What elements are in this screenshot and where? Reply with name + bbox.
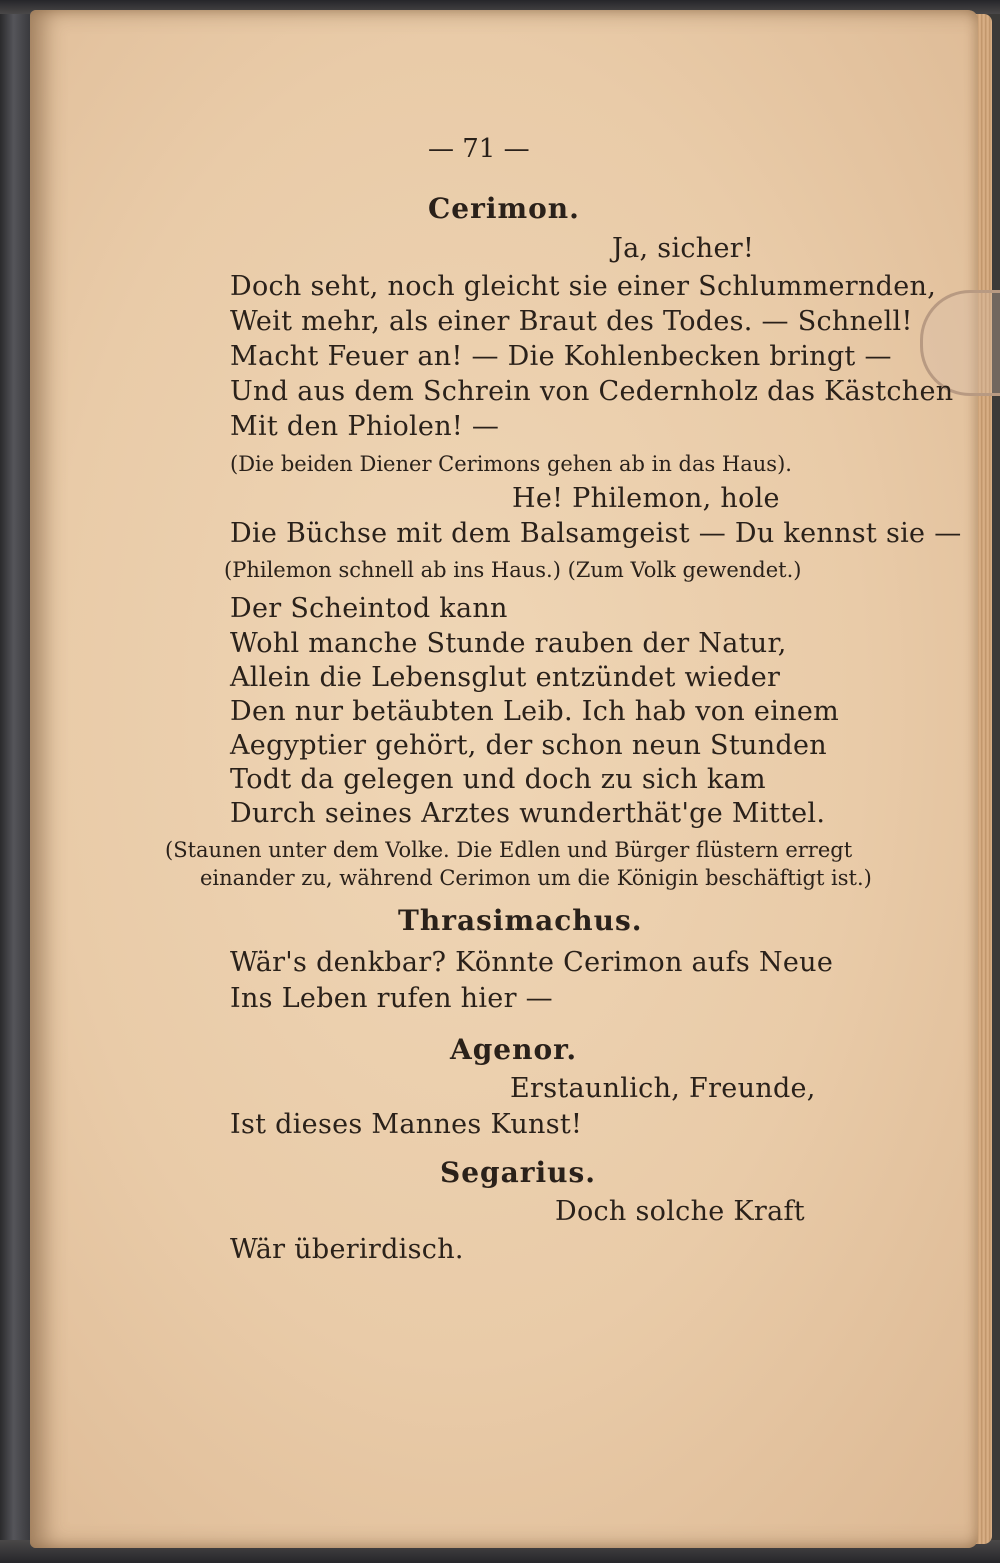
stage-direction: (Staunen unter dem Volke. Die Edlen und Bürger flüstern erregt	[165, 838, 853, 862]
speaker-cerimon: Cerimon.	[428, 192, 580, 225]
verse-line: Und aus dem Schrein von Cedernholz das Kästchen	[230, 376, 954, 407]
verse-line: Mit den Phiolen! —	[230, 411, 500, 442]
verse-line: Ins Leben rufen hier —	[230, 983, 553, 1014]
verse-line: Weit mehr, als einer Braut des Todes. — Schnell!	[230, 306, 913, 337]
verse-line: Macht Feuer an! — Die Kohlenbecken bringt —	[230, 341, 892, 372]
stage-direction: (Die beiden Diener Cerimons gehen ab in das Haus).	[230, 452, 792, 476]
page-number: — 71 —	[428, 134, 530, 164]
verse-line: Durch seines Arztes wunderthät'ge Mittel.	[230, 798, 826, 829]
speaker-segarius: Segarius.	[440, 1156, 597, 1189]
verse-line: Ist dieses Mannes Kunst!	[230, 1109, 583, 1140]
verse-line: Erstaunlich, Freunde,	[510, 1073, 816, 1104]
verse-line: Doch solche Kraft	[555, 1196, 805, 1227]
verse-line: Wohl manche Stunde rauben der Natur,	[230, 628, 787, 659]
verse-line: Den nur betäubten Leib. Ich hab von einem	[230, 696, 840, 727]
verse-line: Doch seht, noch gleicht sie einer Schlummernden,	[230, 271, 937, 302]
verse-line: Wär überirdisch.	[230, 1234, 464, 1265]
stage-direction: (Philemon schnell ab ins Haus.) (Zum Volk gewendet.)	[224, 558, 802, 582]
verse-line: He! Philemon, hole	[512, 483, 780, 514]
verse-line: Aegyptier gehört, der schon neun Stunden	[230, 730, 827, 761]
speaker-thrasimachus: Thrasimachus.	[398, 904, 643, 937]
verse-line: Die Büchse mit dem Balsamgeist — Du kennst sie —	[230, 518, 962, 549]
verse-line: Der Scheintod kann	[230, 593, 508, 624]
speaker-agenor: Agenor.	[450, 1033, 578, 1066]
verse-line: Wär's denkbar? Könnte Cerimon aufs Neue	[230, 947, 834, 978]
verse-line: Todt da gelegen und doch zu sich kam	[230, 764, 766, 795]
verse-line: Ja, sicher!	[612, 233, 755, 264]
verse-line: Allein die Lebensglut entzündet wieder	[230, 662, 781, 693]
stage-direction: einander zu, während Cerimon um die Königin beschäftigt ist.)	[200, 866, 872, 890]
